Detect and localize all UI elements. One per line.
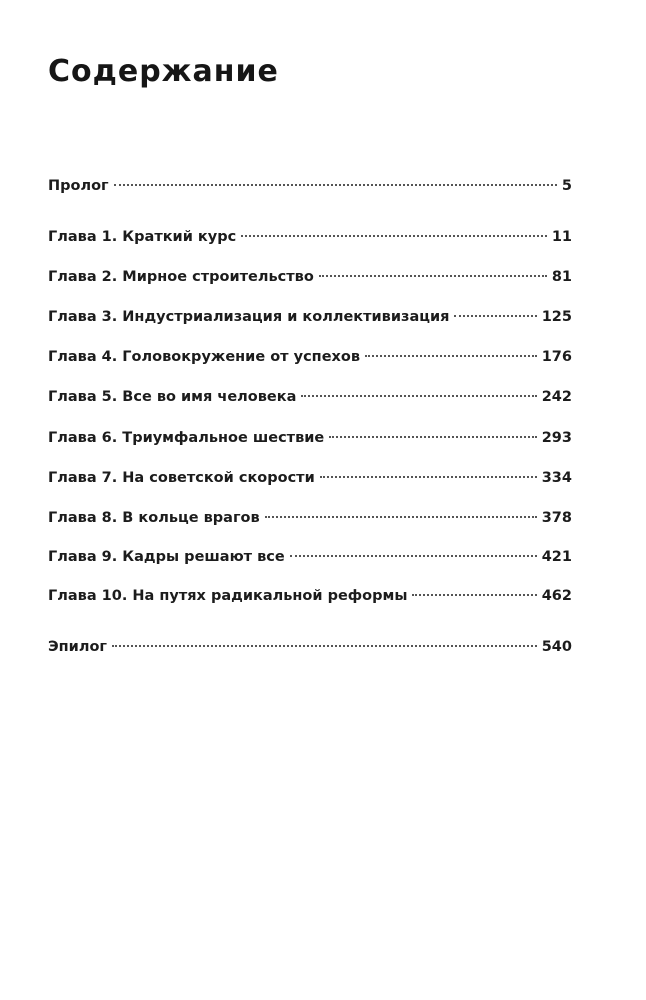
toc-entry-chapter-10 xyxy=(48,585,572,607)
toc-entry-page: 293 xyxy=(541,430,572,446)
page-title: Содержание xyxy=(48,54,279,89)
toc-entry-chapter-7 xyxy=(48,467,572,489)
toc-entry-page: 334 xyxy=(541,470,572,486)
toc-entry-label: Глава 7. На советской скорости xyxy=(48,470,315,486)
toc-entry-chapter-2 xyxy=(48,266,572,288)
dot-leader xyxy=(265,516,537,518)
toc-entry-prologue xyxy=(48,175,572,197)
dot-leader xyxy=(114,184,557,186)
toc-entry-label: Глава 4. Головокружение от успехов xyxy=(48,349,361,365)
toc-entry-page: 540 xyxy=(541,639,572,655)
toc-entry-page: 125 xyxy=(541,309,572,325)
dot-leader xyxy=(319,275,547,277)
toc-entry-page: 462 xyxy=(541,588,572,604)
dot-leader xyxy=(329,436,536,438)
toc-entry-label: Глава 9. Кадры решают все xyxy=(48,549,285,565)
toc-entry-page: 176 xyxy=(541,349,572,365)
dot-leader xyxy=(365,355,537,357)
toc-entry-page: 421 xyxy=(541,549,572,565)
toc-entry-page: 242 xyxy=(541,389,572,405)
dot-leader xyxy=(290,555,537,557)
toc-entry-chapter-8 xyxy=(48,507,572,529)
toc-entry-label: Глава 10. На путях радикальной реформы xyxy=(48,588,408,604)
dot-leader xyxy=(454,315,536,317)
toc-entry-epilogue xyxy=(48,636,572,658)
toc-entry-page: 5 xyxy=(561,178,572,194)
dot-leader xyxy=(320,476,537,478)
dot-leader xyxy=(112,645,537,647)
dot-leader xyxy=(301,395,536,397)
toc-entry-chapter-5 xyxy=(48,386,572,408)
toc-entry-label: Глава 3. Индустриализация и коллективизация xyxy=(48,309,450,325)
toc-entry-chapter-9 xyxy=(48,546,572,568)
dot-leader xyxy=(241,235,547,237)
toc-entry-label: Пролог xyxy=(48,178,109,194)
toc-entry-label: Глава 5. Все во имя человека xyxy=(48,389,297,405)
toc-entry-chapter-1 xyxy=(48,226,572,248)
toc-entry-chapter-3 xyxy=(48,306,572,328)
toc-entry-page: 81 xyxy=(551,269,572,285)
toc-entry-label: Глава 1. Краткий курс xyxy=(48,229,237,245)
dot-leader xyxy=(412,594,536,596)
toc-entry-page: 378 xyxy=(541,510,572,526)
toc-entry-chapter-4 xyxy=(48,346,572,368)
toc-entry-chapter-6 xyxy=(48,427,572,449)
toc-entry-page: 11 xyxy=(551,229,572,245)
toc-entry-label: Глава 2. Мирное строительство xyxy=(48,269,314,285)
toc-entry-label: Глава 8. В кольце врагов xyxy=(48,510,260,526)
toc-entry-label: Эпилог xyxy=(48,639,107,655)
toc-entry-label: Глава 6. Триумфальное шествие xyxy=(48,430,325,446)
